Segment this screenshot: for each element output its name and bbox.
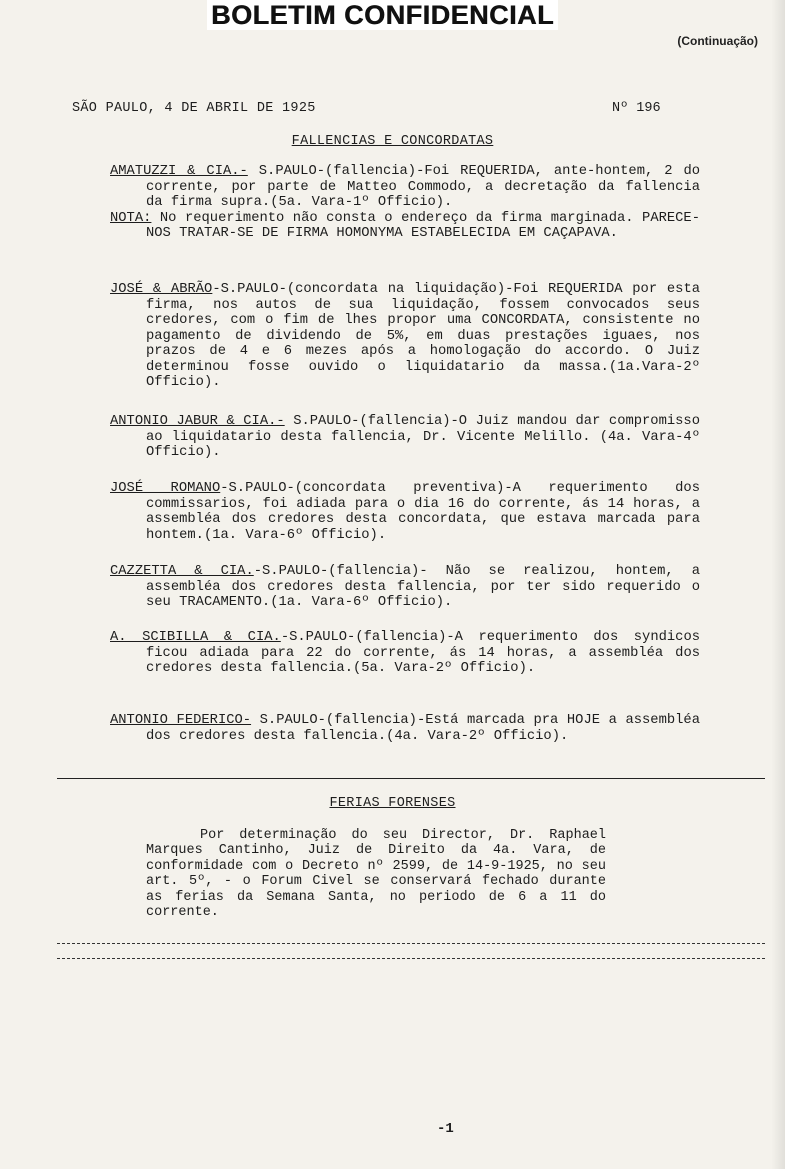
issue-number: Nº 196: [612, 101, 661, 116]
entry-paragraph: [110, 713, 700, 744]
entry-note: [110, 211, 700, 242]
entry-paragraph: [110, 164, 700, 211]
entry-name: AMATUZZI & CIA.-: [110, 164, 248, 179]
section-title: FALLENCIAS E CONCORDATAS: [291, 134, 494, 149]
note-label: NOTA:: [110, 210, 152, 226]
page-mark: -1: [437, 1121, 454, 1137]
scan-edge-shadow: [771, 0, 785, 1169]
entry-name: CAZZETTA & CIA.: [110, 564, 254, 579]
entry-jose-romano: [110, 481, 700, 543]
notice-body: [146, 828, 606, 920]
entry-paragraph: [110, 564, 700, 611]
entry-paragraph: [110, 282, 700, 391]
entry-amatuzzi: [110, 164, 700, 242]
entry-text: S.PAULO-(fallencia)-Está marcada pra HOJE a assembléa dos credores desta fallencia.(4a. Vara-2º Officio).: [146, 713, 700, 744]
entry-text: S.PAULO-(fallencia)-Foi REQUERIDA, ante-hontem, 2 do corrente, por parte de Matteo Commodo, a decretação da fallencia da firma supra.(5a. Vara-1º Officio).: [146, 164, 700, 210]
masthead: [0, 0, 785, 30]
entry-text: -S.PAULO-(fallencia)-A requerimento dos syndicos ficou adiada para 22 do corrente, ás 14 horas, a assembléa dos credores desta fallencia.(5a. Vara-2º Officio).: [146, 630, 701, 676]
entry-paragraph: [110, 481, 700, 543]
masthead-title: BOLETIM CONFIDENCIAL: [207, 0, 558, 30]
divider-dashed-2: [57, 958, 765, 959]
divider-dashed-1: [57, 943, 765, 944]
entry-name: ANTONIO FEDERICO-: [110, 713, 252, 728]
entry-paragraph: [110, 414, 700, 461]
section-divider: [57, 778, 765, 779]
entry-paragraph: [110, 630, 700, 677]
notice-text: Por determinação do seu Director, Dr. Raphael Marques Cantinho, Juiz de Direito da 4a. Vara, de conformidade com o Decreto nº 2599, de 14-9-1925, no seu art. 5º, - o Forum Civel se conservará fechado durante as ferias da Semana Santa, no periodo de 6 a 11 do corrente.: [146, 828, 606, 921]
entry-text: -S.PAULO-(concordata na liquidação)-Foi REQUERIDA por esta firma, nos autos de sua liquidação, fossem convocados seus credores, com o fim de lhes propor uma CONCORDATA, consistente no pagamento de dividendo de 5%, em duas prestações iguaes, nos prazos de 4 e 6 mezes após a homologação do accordo. O Juiz determinou fosse ouvido o liquidatario da massa.(1a.Vara-2º Officio).: [146, 282, 700, 390]
entry-name: JOSÉ & ABRÃO: [110, 282, 213, 297]
note-text: No requerimento não consta o endereço da firma marginada. PARECE-NOS TRATAR-SE DE FIRMA HOMONYMA ESTABELECIDA EM CAÇAPAVA.: [146, 210, 700, 241]
continuation-label: (Continuação): [677, 34, 758, 48]
entry-cazzetta: [110, 564, 700, 611]
dateline: SÃO PAULO, 4 DE ABRIL DE 1925: [72, 101, 316, 116]
notice-title: FERIAS FORENSES: [329, 796, 456, 811]
entry-name: JOSÉ ROMANO: [110, 481, 221, 496]
entry-name: A. SCIBILLA & CIA.: [110, 630, 281, 645]
entry-name: ANTONIO JABUR & CIA.-: [110, 414, 285, 429]
entry-scibilla: [110, 630, 700, 677]
entry-text: -S.PAULO-(fallencia)- Não se realizou, hontem, a assembléa dos credores desta fallencia, por ter sido requerido o seu TRACAMENTO.(1a. Vara-6º Officio).: [146, 564, 700, 610]
entry-jose-abrao: [110, 282, 700, 391]
entry-text: -S.PAULO-(concordata preventiva)-A requerimento dos commissarios, foi adiada para o dia 16 do corrente, ás 14 horas, a assembléa dos credores desta concordata, que estava marcada para hontem.(1a. Vara-6º Officio).: [146, 481, 700, 543]
entry-text: S.PAULO-(fallencia)-O Juiz mandou dar compromisso ao liquidatario desta fallencia, Dr. Vicente Melillo. (4a. Vara-4º Officio).: [146, 414, 700, 460]
entry-antonio-federico: [110, 713, 700, 744]
entry-antonio-jabur: [110, 414, 700, 461]
